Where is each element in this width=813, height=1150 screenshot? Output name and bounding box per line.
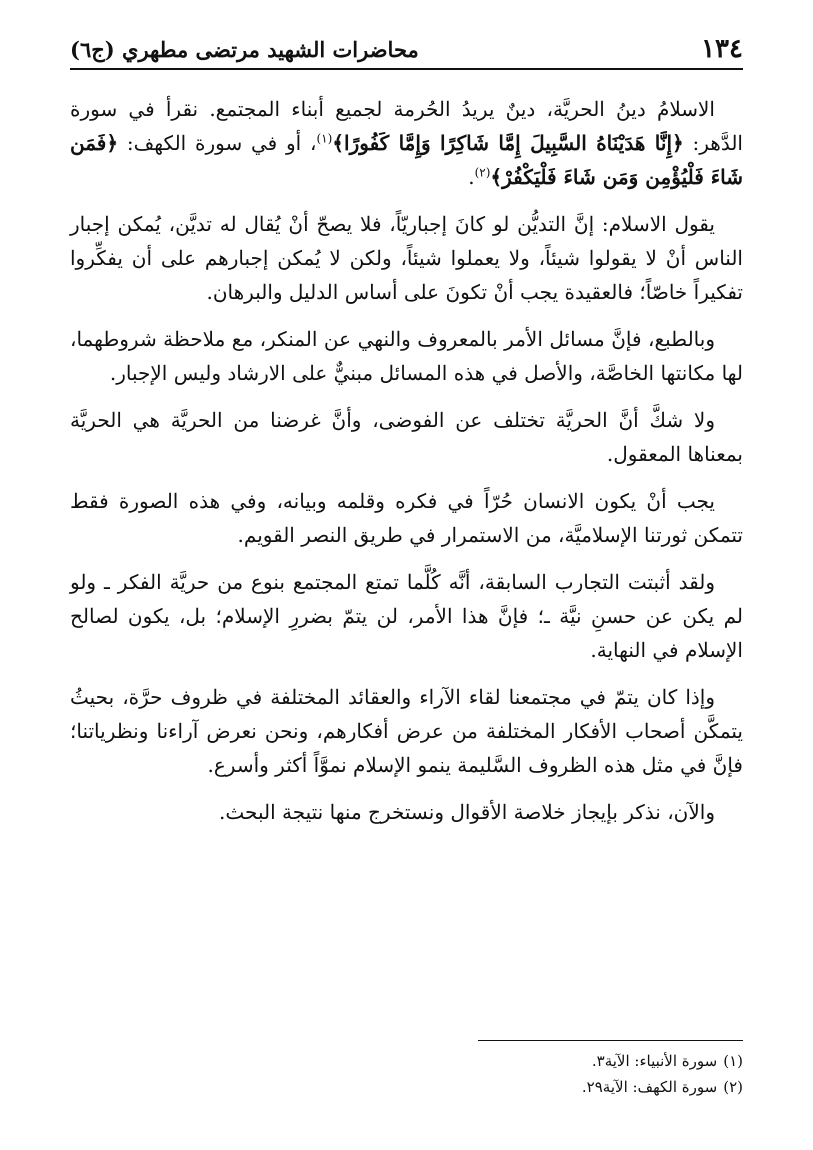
- footnotes: [70, 1048, 743, 1100]
- paragraph-1-text-middle: ، أو في سورة الكهف:: [118, 131, 317, 155]
- paragraph-1-text-start: الاسلامُ دينُ الحريَّة، دينٌ يريدُ الحُرمة لجميع أبناء المجتمع. نقرأ في سورة الدَّهر:: [70, 97, 743, 155]
- page-number: ١٣٤: [701, 34, 743, 64]
- paragraph-7: وإذا كان يتمّ في مجتمعنا لقاء الآراء والعقائد المختلفة في ظروف حرَّة، بحيثُ يتمكَّن أصحاب الأفكار المختلفة من عرض أفكارهم، ونحن نعرض آراءنا ونظرياتنا؛ فإنَّ في مثل هذه الظروف السَّليمة ينمو الإسلام نموَّاً أكثر وأسرع.: [70, 685, 743, 777]
- page-header: [70, 30, 743, 70]
- footnote-divider: [478, 1040, 743, 1041]
- paragraph-6: ولقد أثبتت التجارب السابقة، أنَّه كُلَّما تمتع المجتمع بنوع من حريَّة الفكر ـ ولو لم يكن عن حسنِ نيَّة ـ؛ فإنَّ هذا الأمر، لن يتمّ بضررِ الإسلام؛ بل، يكون لصالح الإسلام في النهاية.: [70, 570, 743, 662]
- paragraph-4: ولا شكَّ أنَّ الحريَّة تختلف عن الفوضى، وأنَّ غرضنا من الحريَّة هي الحريَّة بمعناها المعقول.: [70, 408, 743, 466]
- footnote-number: (٢): [723, 1078, 743, 1096]
- paragraph-1: [70, 92, 743, 194]
- paragraph-2: يقول الاسلام: إنَّ التديُّن لو كانَ إجباريّاً، فلا يصحّ أنْ يُقال له تديَّن، يُمكن إجبار الناس أنْ لا يقولوا شيئاً، ولا يعملوا شيئاً، ولكن لا يُمكن إجبارهم على أن يفكِّروا تفكيراً خاصّاً؛ فالعقيدة يجب أنْ تكونَ على أساس الدليل والبرهان.: [70, 212, 743, 304]
- page-body: [70, 92, 743, 842]
- paragraph-5: يجب أنْ يكون الانسان حُرّاً في فكره وقلمه وبيانه، وفي هذه الصورة فقط تتمكن ثورتنا الإسلاميَّة، من الاستمرار في طريق النصر القويم.: [70, 489, 743, 547]
- footnote-ref-1: (١): [316, 131, 333, 146]
- quran-quote-1: ﴿إِنَّا هَدَيْنَاهُ السَّبِيلَ إِمَّا شَاكِرًا وَإِمَّا كَفُورًا﴾: [332, 131, 684, 155]
- footnote-text: سورة الأنبياء: الآية٣.: [591, 1052, 718, 1070]
- paragraph-1-text-end: .: [468, 165, 475, 189]
- running-title: محاضرات الشهيد مرتضى مطهري (ج٦): [70, 36, 419, 62]
- footnote-number: (١): [723, 1052, 743, 1070]
- footnote-2: [70, 1074, 743, 1100]
- footnote-ref-2: (٢): [474, 165, 491, 180]
- paragraph-8: والآن، نذكر بإيجاز خلاصة الأقوال ونستخرج منها نتيجة البحث.: [219, 800, 715, 824]
- footnote-1: [70, 1048, 743, 1074]
- footnote-text: سورة الكهف: الآية٢٩.: [581, 1078, 718, 1096]
- paragraph-3: وبالطبع، فإنَّ مسائل الأمر بالمعروف والنهي عن المنكر، مع ملاحظة شروطهما، لها مكانتها الخاصَّة، والأصل في هذه المسائل مبنيٌّ على الارشاد وليس الإجبار.: [70, 327, 743, 385]
- quran-quote-2: ﴿فَمَن شَاءَ فَلْيُؤْمِن وَمَن شَاءَ فَلْيَكْفُرْ﴾: [70, 131, 743, 189]
